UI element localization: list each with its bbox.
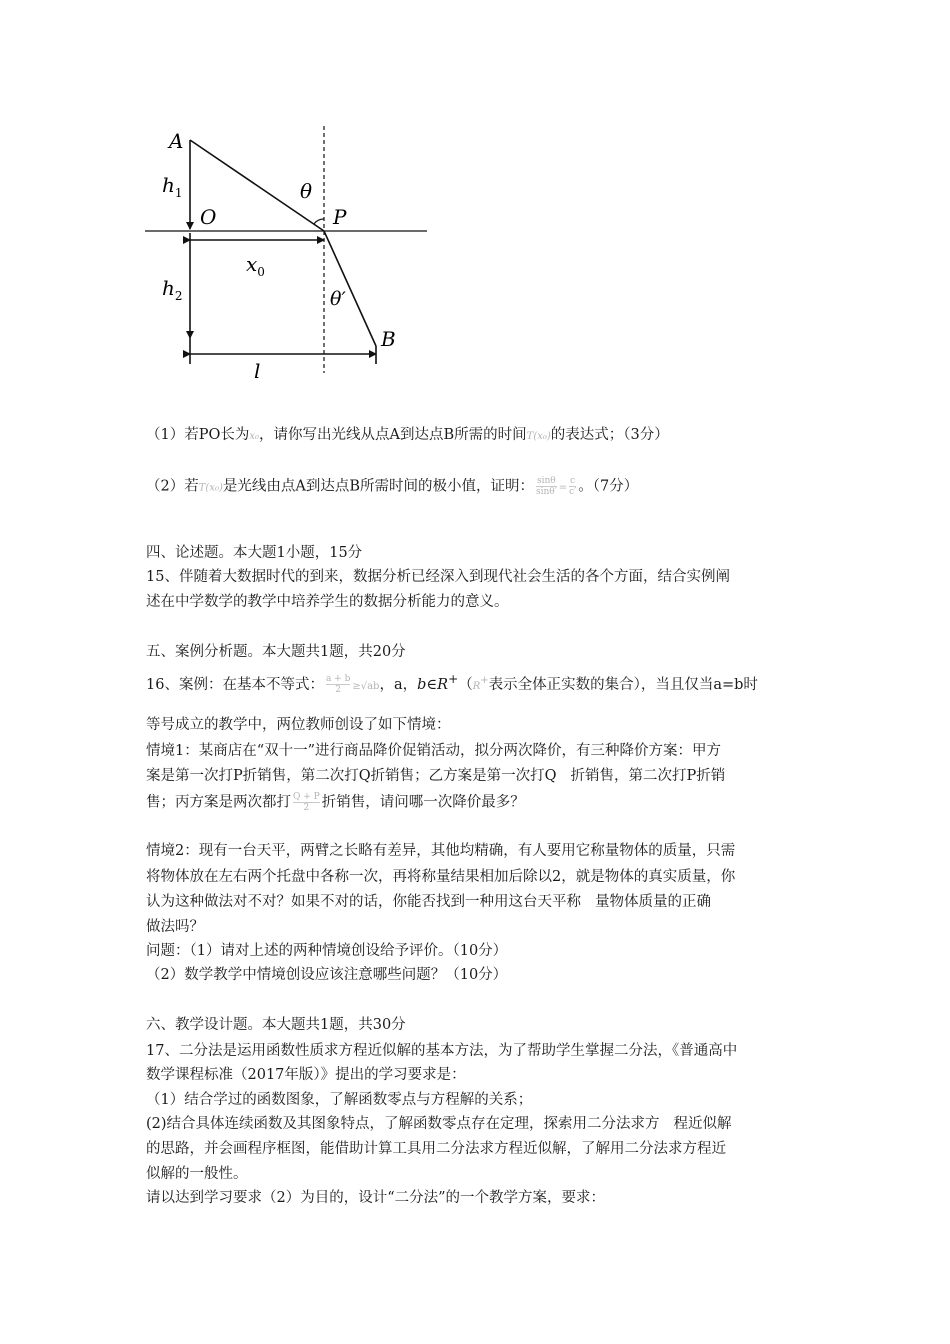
q16-line3: 情境1：某商店在“双十一”进行商品降价促销活动，拟分两次降价，有三种降价方案：甲方 [146, 743, 722, 759]
fraction-sin: $\frac{\sin\theta}{\sin\theta'}$ [536, 476, 557, 497]
label-h1: $h_1$ [162, 173, 183, 200]
q17-line3: （1）结合学过的函数图象，了解函数零点与方程解的关系； [146, 1092, 533, 1108]
q15-line1: 15、伴随着大数据时代的到来，数据分析已经深入到现代社会生活的各个方面，结合实例阐 [146, 569, 730, 585]
label-x0: $x_0$ [246, 252, 265, 279]
fraction-c: $\frac{c}{c'}$ [569, 476, 577, 497]
theta-arc [314, 219, 324, 224]
q16-line1: 16、案例：在基本不等式： $\frac{a + b}{2}$ ≥√ab，a，b∈R+（R+表示全体正实数的集合），当且仅当a=b时 [146, 672, 758, 696]
q16-line9: 做法吗？ [146, 919, 204, 935]
label-l: l [254, 359, 261, 383]
q16-line5: 售；丙方案是两次都打 $\frac{Q + P}{2}$ 折销售，请问哪一次降价最多？ [146, 792, 525, 813]
q15-line2: 述在中学数学的教学中培养学生的数据分析能力的意义。 [146, 594, 509, 610]
section6-heading: 六、教学设计题。本大题共1题，共30分 [146, 1017, 406, 1033]
q17-line1: 17、二分法是运用函数性质求方程近似解的基本方法，为了帮助学生掌握二分法，《普通高中 [146, 1043, 738, 1059]
section4-heading: 四、论述题。本大题1小题，15分 [146, 545, 363, 561]
label-P: P [333, 205, 347, 229]
math-T-x0: T(x₀) [198, 482, 223, 494]
q17-line6: 似解的一般性。 [146, 1166, 248, 1182]
fraction-a-plus-b: $\frac{a + b}{2}$ [325, 674, 351, 696]
label-theta-prime: θ′ [330, 288, 346, 310]
label-O: O [200, 205, 217, 229]
q16-line4: 案是第一次打P折销售，第二次打Q折销售；乙方案是第一次打Q 折销售，第二次打P折销 [146, 768, 726, 784]
q17-line5: 的思路，并会画程序框图，能借助计算工具用二分法求方程近似解，了解用二分法求方程近 [146, 1141, 726, 1157]
math-T-x0: T(x₀) [526, 431, 551, 442]
q17-line7: 请以达到学习要求（2）为目的，设计“二分法”的一个教学方案，要求： [146, 1190, 606, 1206]
q17-line2: 数学课程标准（2017年版）》提出的学习要求是： [146, 1067, 466, 1083]
label-h2: $h_2$ [162, 276, 183, 303]
q16-line6: 情境2：现有一台天平，两臂之长略有差异，其他均精确，有人要用它称量物体的质量，只需 [146, 843, 736, 859]
q14-part2: （2）若T(x₀)是光线由点A到达点B所需时间的极小值，证明： $\frac{\sin\theta}{\sin\theta'}$ = $\frac{c}{c'}$ 。（7分） [146, 476, 639, 497]
q14-part1: （1）若PO长为x₀，请你写出光线从点A到达点B所需的时间T(x₀)的表达式；（3分） [146, 427, 669, 443]
refraction-figure [140, 118, 440, 388]
label-theta: θ [300, 179, 313, 203]
q16-line8: 认为这种做法对不对？如果不对的话，你能否找到一种用这台天平称 量物体质量的正确 [146, 894, 711, 910]
math-x0: x₀ [249, 431, 260, 442]
q16-line10: 问题：（1）请对上述的两种情境创设给予评价。（10分） [146, 943, 508, 959]
q17-line4: (2)结合具体连续函数及其图象特点，了解函数零点存在定理，探索用二分法求方 程近似解 [146, 1116, 732, 1132]
label-A: A [169, 129, 184, 153]
q16-line7: 将物体放在左右两个托盘中各称一次，再将称量结果相加后除以2，就是物体的真实质量，你 [146, 869, 736, 885]
fraction-q-plus-p: $\frac{Q + P}{2}$ [293, 792, 320, 813]
q16-line2: 等号成立的教学中，两位教师创设了如下情境： [146, 717, 451, 733]
q16-line11: （2）数学教学中情境创设应该注意哪些问题？（10分） [146, 967, 508, 983]
section5-heading: 五、案例分析题。本大题共1题，共20分 [146, 644, 406, 660]
label-B: B [381, 327, 396, 351]
